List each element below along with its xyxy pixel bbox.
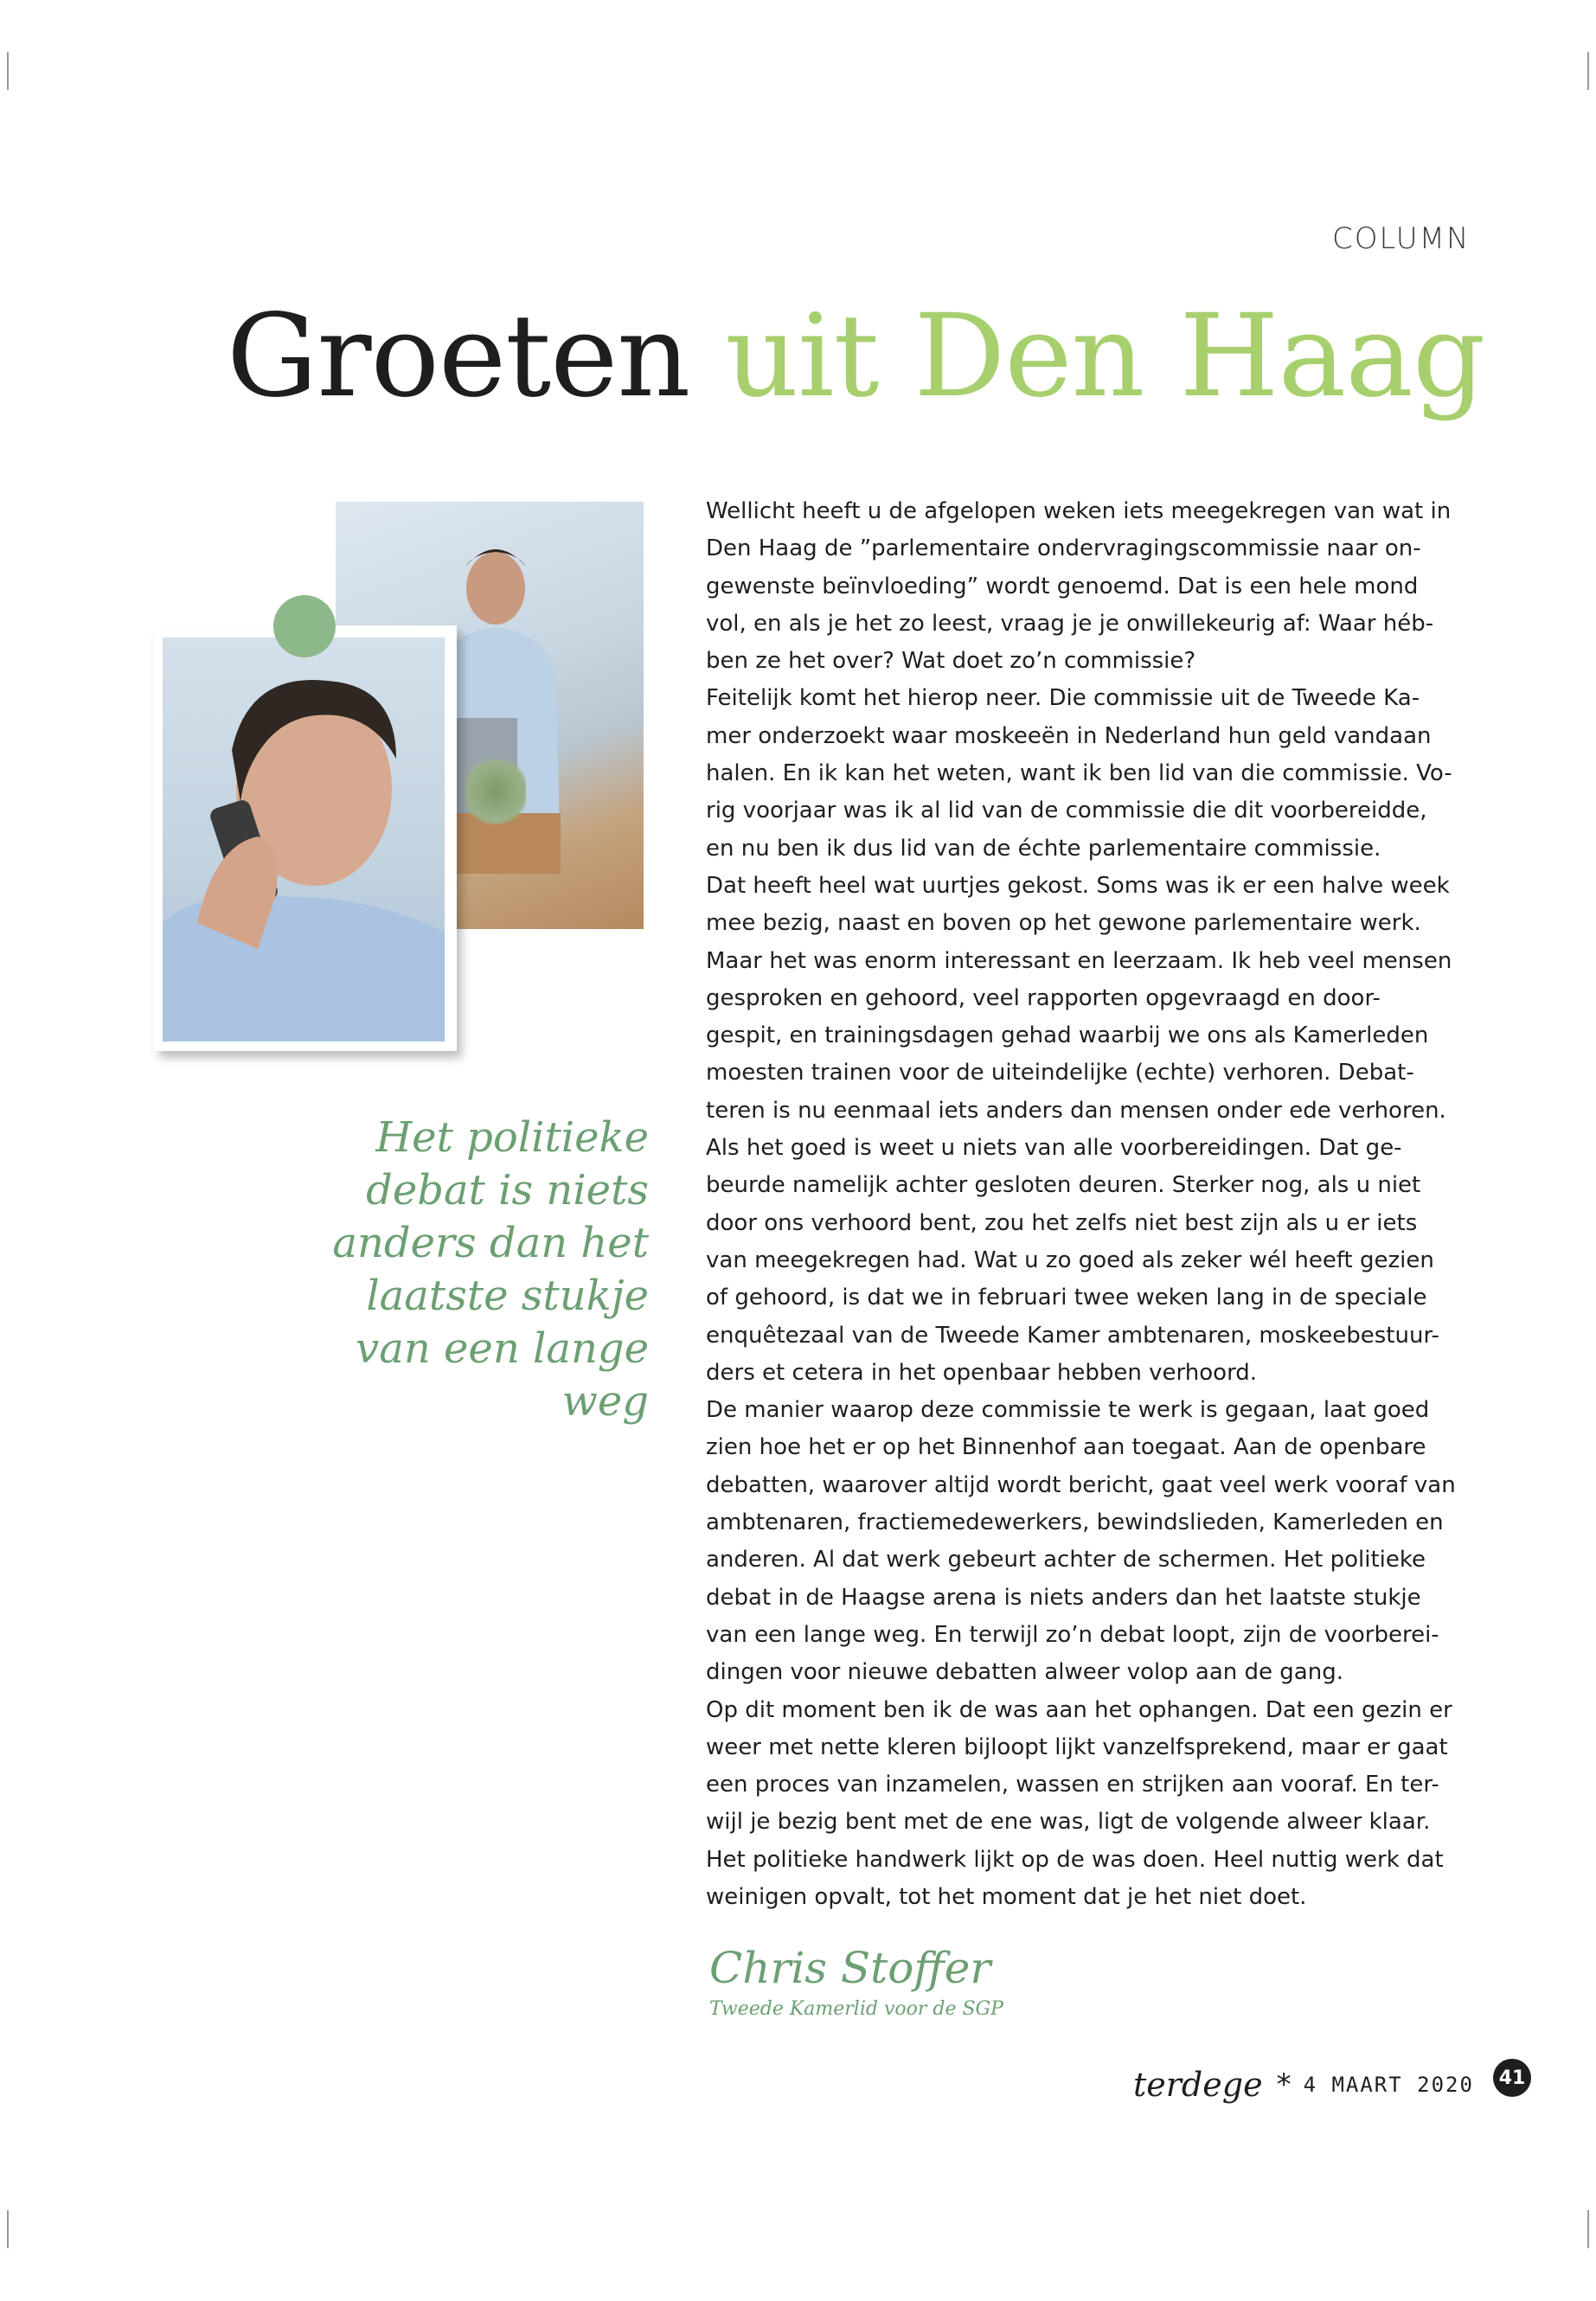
body-line: beurde namelijk achter gesloten deuren. Sterker nog, als u niet [706,1172,1421,1199]
body-line: ders et cetera in het openbaar hebben verhoord. [706,1359,1258,1386]
phone-portrait-illustration [163,638,445,1042]
crop-mark-top-right [1587,52,1589,90]
pull-quote-line: van een lange [356,1324,649,1373]
body-line: Den Haag de ”parlementaire ondervragingscommissie naar on- [706,535,1421,562]
crop-mark-top-left [7,52,9,90]
pull-quote [260,1112,649,1428]
body-line: en nu ben ik dus lid van de échte parlementaire commissie. [706,835,1381,862]
asterisk-separator-icon: * [1276,2067,1292,2102]
author-signature: Chris Stoffer [709,1943,991,1993]
body-line: halen. En ik kan het weten, want ik ben lid van die commissie. Vo- [706,760,1452,787]
body-line: De manier waarop deze commissie te werk is gegaan, laat goed [706,1397,1430,1424]
body-line: moesten trainen voor de uiteindelijke (echte) verhoren. Debat- [706,1060,1414,1086]
body-line: Het politieke handwerk lijkt op de was doen. Heel nuttig werk dat [706,1846,1444,1873]
body-line: Als het goed is weet u niets van alle voorbereidingen. Dat ge- [706,1135,1402,1162]
body-line: door ons verhoord bent, zou het zelfs niet best zijn als u er iets [706,1209,1418,1236]
pull-quote-line: weg [561,1377,649,1426]
body-line: gesproken en gehoord, veel rapporten opgevraagd en door- [706,984,1381,1011]
photo-phone [163,638,445,1042]
title-part-green: uit Den Haag [725,290,1485,423]
body-line: mee bezig, naast en boven op het gewone parlementaire werk. [706,910,1421,937]
pull-quote-line: debat is niets [366,1166,649,1215]
body-line: Maar het was enorm interessant en leerzaam. Ik heb veel mensen [706,947,1452,974]
crop-mark-bottom-right [1587,2210,1589,2248]
body-line: van meegekregen had. Wat u zo goed als zeker wél heeft gezien [706,1247,1434,1273]
crop-mark-bottom-left [7,2210,9,2248]
body-line: Feitelijk komt het hierop neer. Die commissie uit de Tweede Ka- [706,685,1420,712]
body-line: gewenste beïnvloeding” wordt genoemd. Dat is een hele mond [706,573,1419,599]
pull-quote-line: laatste stukje [366,1272,649,1320]
body-line: van een lange weg. En terwijl zo’n debat loopt, zijn de voorberei- [706,1621,1439,1648]
body-line: anderen. Al dat werk gebeurt achter de schermen. Het politieke [706,1547,1426,1574]
body-line: Wellicht heeft u de afgelopen weken iets meegekregen van wat in [706,498,1452,524]
photo-phone-frame [154,625,457,1051]
page-footer [1133,2063,1497,2106]
body-line: wijl je bezig bent met de ene was, ligt de volgende alweer klaar. [706,1809,1431,1836]
body-line: vol, en als je het zo leest, vraag je je onwillekeurig af: Waar héb- [706,610,1434,637]
body-line: weinigen opvalt, tot het moment dat je het niet doet. [706,1883,1307,1910]
title-part-black: Groeten [227,290,690,423]
body-line: dingen voor nieuwe debatten alweer volop aan de gang. [706,1659,1343,1686]
section-label: COLUMN [1332,221,1471,256]
body-line: mer onderzoekt waar moskeeën in Nederland hun geld vandaan [706,722,1432,749]
body-line: of gehoord, is dat we in februari twee weken lang in de speciale [706,1285,1427,1311]
issue-date: 4 MAART 2020 [1303,2073,1474,2097]
body-line: Op dit moment ben ik de was aan het ophangen. Dat een gezin er [706,1696,1452,1723]
body-line: zien hoe het er op het Binnenhof aan toegaat. Aan de openbare [706,1434,1426,1461]
body-line: gespit, en trainingsdagen gehad waarbij we ons als Kamerleden [706,1022,1429,1049]
body-line: ambtenaren, fractiemedewerkers, bewindslieden, Kamerleden en [706,1509,1444,1536]
pull-quote-line: anders dan het [332,1219,649,1267]
body-line: debatten, waarover altijd wordt bericht, gaat veel werk vooraf van [706,1471,1456,1498]
body-line: enquêtezaal van de Tweede Kamer ambtenaren, moskeebestuur- [706,1322,1439,1349]
body-line: ben ze het over? Wat doet zo’n commissie? [706,648,1196,675]
body-line: een proces van inzamelen, wassen en strijken aan vooraf. En ter- [706,1772,1439,1798]
page-title [227,290,1485,423]
body-line: rig voorjaar was ik al lid van de commissie die dit voorbereidde, [706,798,1427,824]
body-line: weer met nette kleren bijloopt lijkt vanzelfsprekend, maar er gaat [706,1734,1448,1760]
body-line: Dat heeft heel wat uurtjes gekost. Soms was ik er een halve week [706,872,1450,899]
page-number-badge: 41 [1493,2059,1531,2097]
body-line: debat in de Haagse arena is niets anders dan het laatste stukje [706,1584,1421,1611]
plant-decoration [465,753,526,830]
article-body [706,493,1456,1916]
magazine-logo: terdege [1133,2066,1263,2104]
green-dot-decoration [273,595,336,657]
pull-quote-line: Het politieke [375,1113,649,1162]
author-role: Tweede Kamerlid voor de SGP [709,1998,1003,2020]
body-line: teren is nu eenmaal iets anders dan mensen onder ede verhoren. [706,1097,1446,1124]
